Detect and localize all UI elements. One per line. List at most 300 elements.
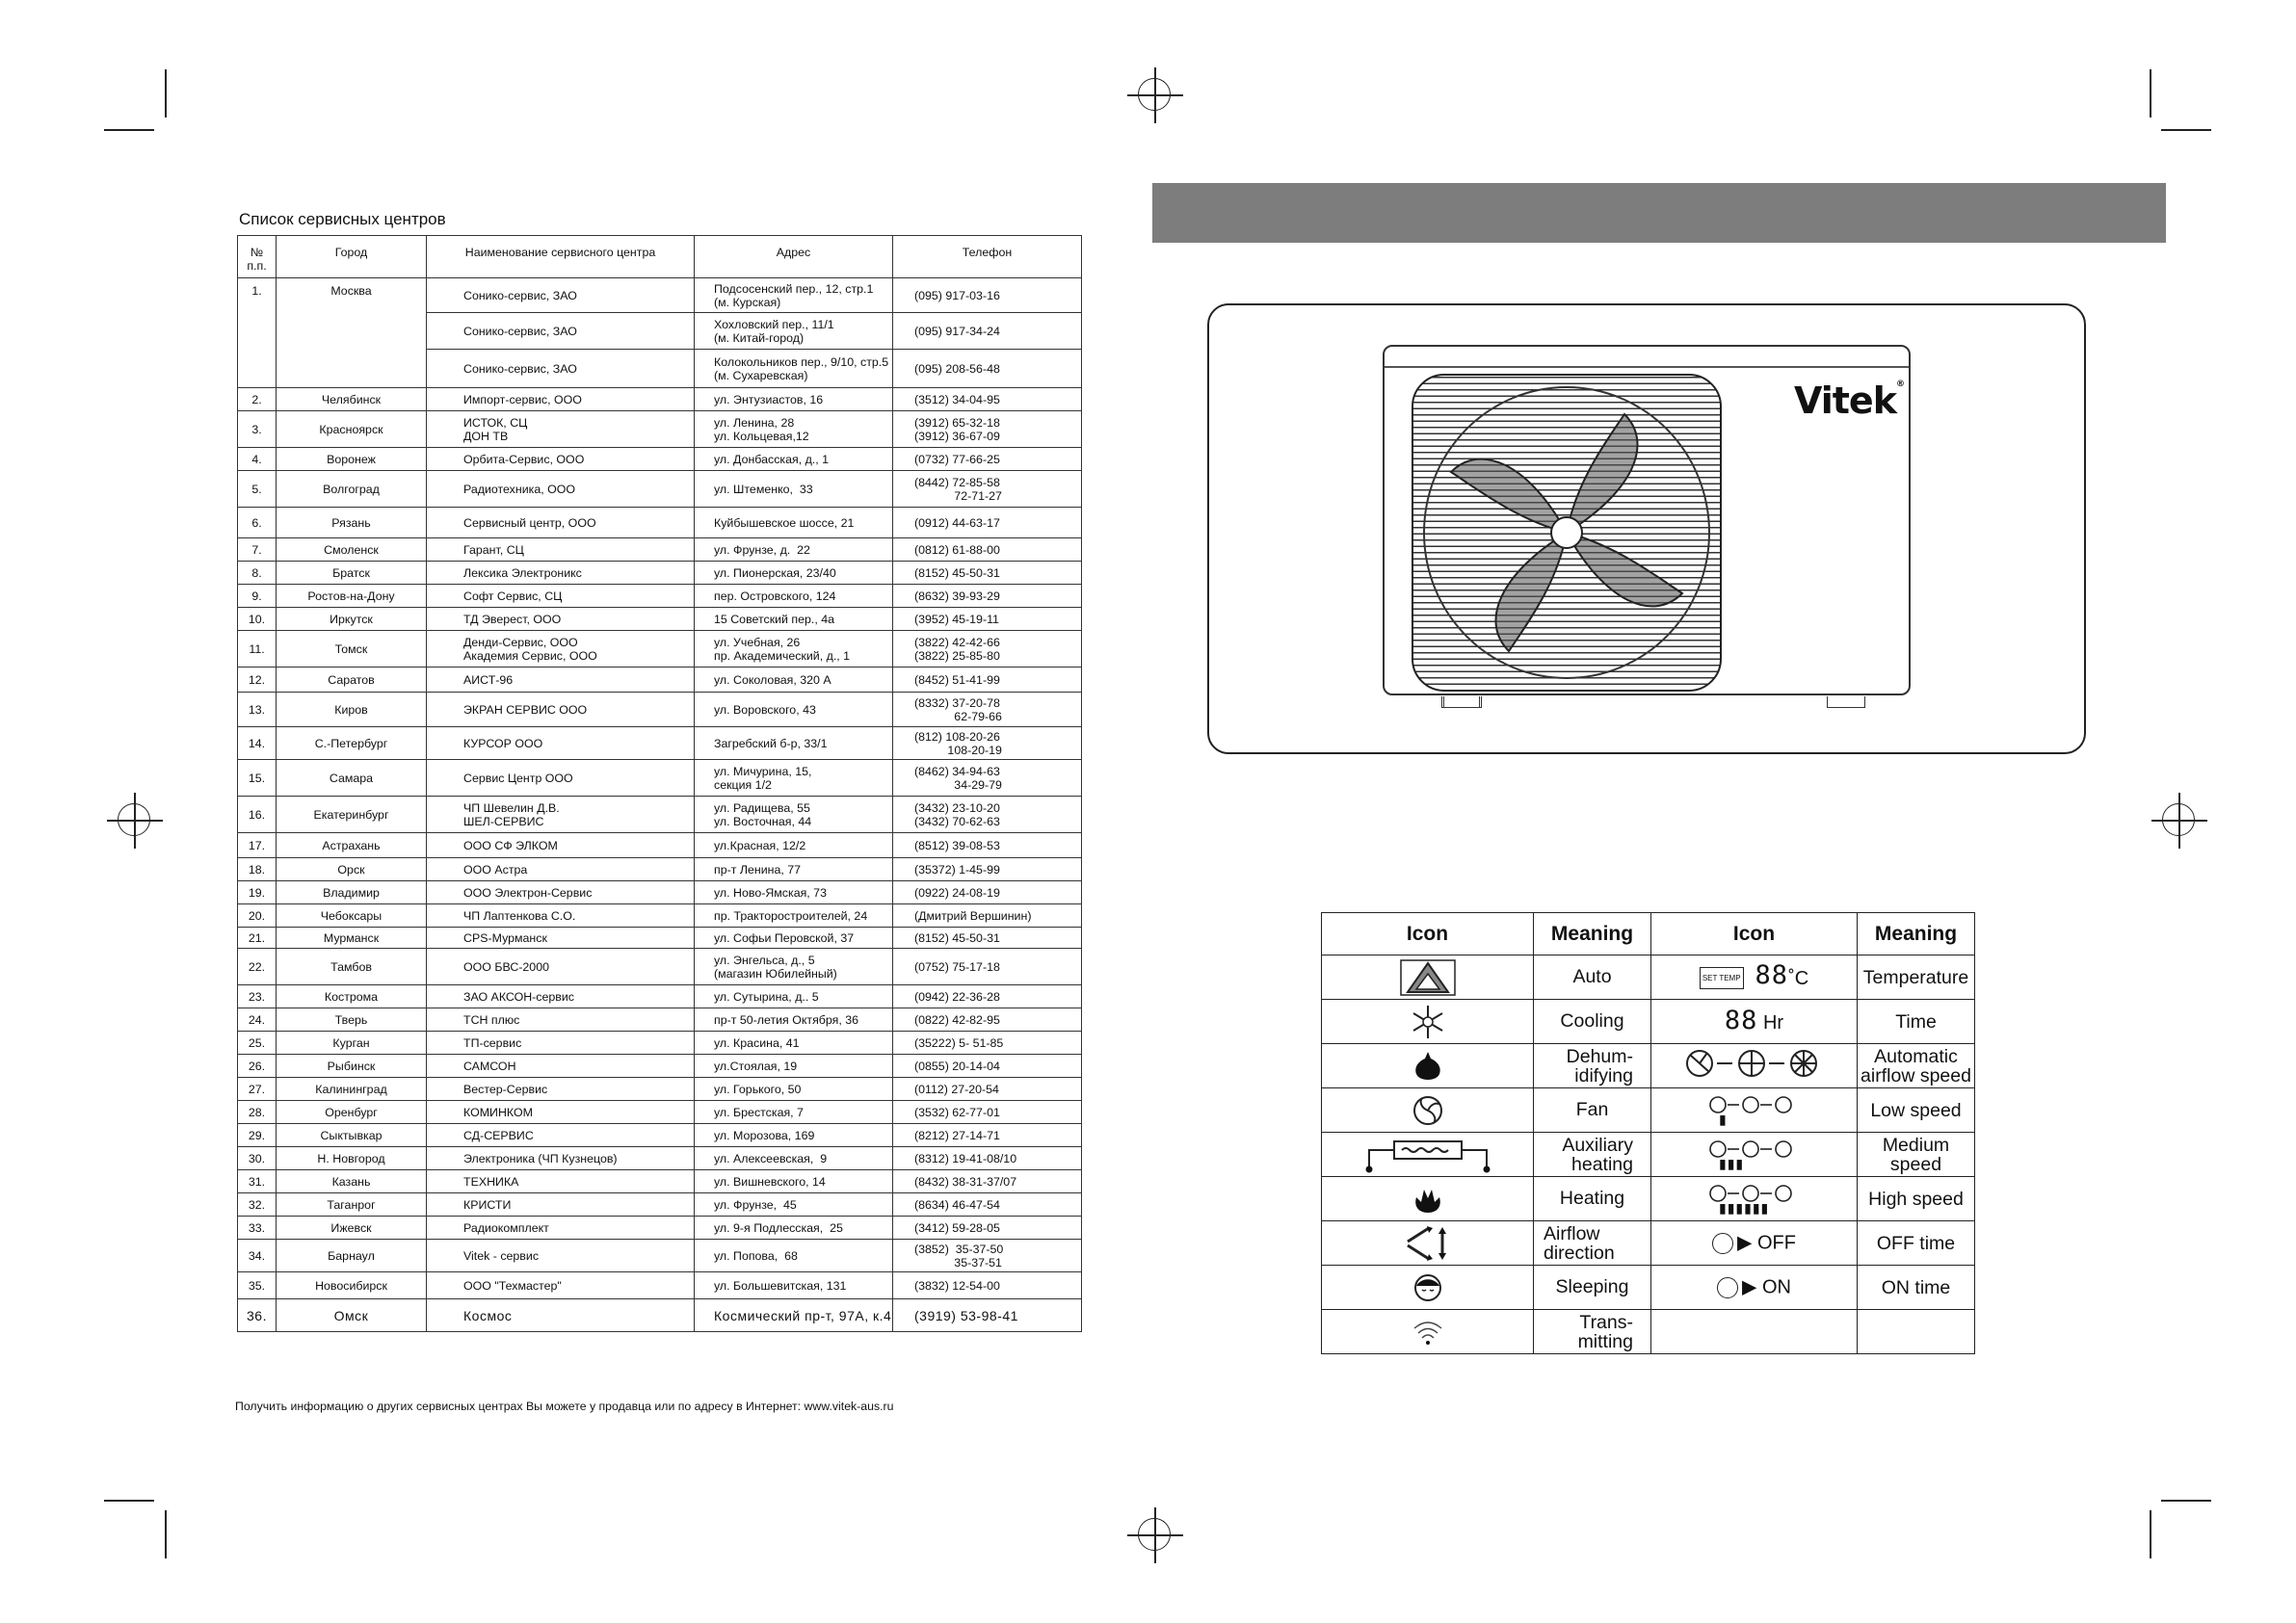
address-cell: Колокольников пер., 9/10, стр.5 (м. Сухаревская) (695, 350, 893, 388)
address-cell: пр-т 50-летия Октября, 36 (695, 1008, 893, 1032)
phone-cell: (8512) 39-08-53 (893, 833, 1082, 858)
center-name-cell: Сонико-сервис, ЗАО (427, 278, 695, 313)
on-timer-indicator (1651, 1266, 1858, 1310)
row-number: 17. (238, 833, 277, 858)
table-row (1322, 1088, 1975, 1133)
clock-icon (1717, 1277, 1738, 1298)
address-cell: ул. Энгельса, д., 5 (магазин Юбилейный) (695, 949, 893, 985)
center-name-cell: ООО БВС-2000 (427, 949, 695, 985)
crop-mark (165, 69, 167, 118)
header-meaning-1: Meaning (1534, 913, 1651, 955)
row-number: 3. (238, 411, 277, 448)
center-name-cell: ТП-сервис (427, 1032, 695, 1055)
high-speed-indicator (1651, 1177, 1858, 1221)
sleep-face-icon (1322, 1266, 1534, 1310)
table-row (238, 562, 1082, 585)
phone-cell: (3412) 59-28-05 (893, 1217, 1082, 1240)
speed-bars: ▮ (1719, 1111, 1728, 1127)
meaning-temperature: Temperature (1858, 955, 1975, 1000)
table-row (238, 1170, 1082, 1193)
city-cell: Орск (277, 858, 427, 881)
phone-cell: (0942) 22-36-28 (893, 985, 1082, 1008)
meaning-sleeping: Sleeping (1534, 1266, 1651, 1310)
center-name-cell: ЧП Лаптенкова С.О. (427, 904, 695, 928)
center-name-cell: КРИСТИ (427, 1193, 695, 1217)
phone-cell: (0812) 61-88-00 (893, 538, 1082, 562)
phone-cell: (095) 208-56-48 (893, 350, 1082, 388)
address-cell: ул. Ново-Ямская, 73 (695, 881, 893, 904)
meaning-heating: Heating (1534, 1177, 1651, 1221)
row-number: 34. (238, 1240, 277, 1272)
address-cell: ул. Ленина, 28 ул. Кольцевая,12 (695, 411, 893, 448)
center-name-cell: Электроника (ЧП Кузнецов) (427, 1147, 695, 1170)
meaning-low-speed: Low speed (1858, 1088, 1975, 1133)
table-row (238, 411, 1082, 448)
address-cell: ул. Донбасская, д., 1 (695, 448, 893, 471)
medium-speed-indicator (1651, 1133, 1858, 1177)
city-cell: Оренбург (277, 1101, 427, 1124)
city-cell: Волгоград (277, 471, 427, 508)
city-cell: Киров (277, 693, 427, 727)
auto-triangle-icon (1322, 955, 1534, 1000)
center-name-cell: ООО Астра (427, 858, 695, 881)
airflow-direction-icon (1322, 1221, 1534, 1266)
crop-mark (2161, 129, 2211, 131)
row-number: 25. (238, 1032, 277, 1055)
phone-cell: (8462) 34-94-63 34-29-79 (893, 760, 1082, 797)
address-cell: ул. Большевитская, 131 (695, 1272, 893, 1299)
table-row (238, 1147, 1082, 1170)
center-name-cell: Сонико-сервис, ЗАО (427, 350, 695, 388)
center-name-cell: ИСТОК, СЦ ДОН ТВ (427, 411, 695, 448)
fan-icon (1322, 1088, 1534, 1133)
center-name-cell: ЭКРАН СЕРВИС ООО (427, 693, 695, 727)
city-cell: Таганрог (277, 1193, 427, 1217)
center-name-cell: КУРСОР ООО (427, 727, 695, 760)
phone-cell: (0822) 42-82-95 (893, 1008, 1082, 1032)
address-cell: ул.Красная, 12/2 (695, 833, 893, 858)
table-row (238, 471, 1082, 508)
center-name-cell: Vitek - сервис (427, 1240, 695, 1272)
center-name-cell: ООО СФ ЭЛКОМ (427, 833, 695, 858)
phone-cell: (8632) 39-93-29 (893, 585, 1082, 608)
meaning-text: Dehum- idifying (1566, 1045, 1633, 1086)
table-row (1322, 1133, 1975, 1177)
city-cell: С.-Петербург (277, 727, 427, 760)
crop-mark (104, 129, 154, 131)
phone-cell: (812) 108-20-26 108-20-19 (893, 727, 1082, 760)
brand-name: Vitek (1794, 380, 1896, 422)
meaning-high-speed: High speed (1858, 1177, 1975, 1221)
phone-cell: (8152) 45-50-31 (893, 562, 1082, 585)
center-name-cell: ТД Эверест, ООО (427, 608, 695, 631)
table-row (238, 797, 1082, 833)
address-cell: ул. Соколовая, 320 А (695, 668, 893, 693)
meaning-text: Medium speed (1882, 1134, 1950, 1175)
row-number: 15. (238, 760, 277, 797)
row-number: 29. (238, 1124, 277, 1147)
row-number: 13. (238, 693, 277, 727)
address-cell: пер. Островского, 124 (695, 585, 893, 608)
table-row (238, 858, 1082, 881)
phone-cell: (3532) 62-77-01 (893, 1101, 1082, 1124)
table-row (238, 1217, 1082, 1240)
brand-logo (1794, 380, 1904, 422)
center-name-cell: ЗАО АКСОН-сервис (427, 985, 695, 1008)
address-cell: 15 Советский пер., 4а (695, 608, 893, 631)
row-number: 14. (238, 727, 277, 760)
address-cell: пр. Тракторостроителей, 24 (695, 904, 893, 928)
center-name-cell: CPS-Мурманск (427, 928, 695, 949)
address-cell: Подсосенский пер., 12, стр.1 (м. Курская) (695, 278, 893, 313)
table-row (238, 1055, 1082, 1078)
table-row (1322, 1177, 1975, 1221)
phone-cell: (0732) 77-66-25 (893, 448, 1082, 471)
address-cell: ул. Попова, 68 (695, 1240, 893, 1272)
center-name-cell: Лексика Электроникс (427, 562, 695, 585)
registration-mark-icon (118, 803, 150, 836)
center-name-cell: Орбита-Сервис, ООО (427, 448, 695, 471)
address-cell: ул. Фрунзе, 45 (695, 1193, 893, 1217)
city-cell: Братск (277, 562, 427, 585)
center-name-cell: Радиотехника, ООО (427, 471, 695, 508)
header-icon-1: Icon (1322, 913, 1534, 955)
row-number: 16. (238, 797, 277, 833)
table-row (238, 881, 1082, 904)
phone-cell: (35222) 5- 51-85 (893, 1032, 1082, 1055)
table-row (238, 668, 1082, 693)
header-number: № п.п. (238, 236, 277, 278)
icon-legend-table (1321, 912, 1975, 1354)
city-cell: Екатеринбург (277, 797, 427, 833)
phone-cell: (8432) 38-31-37/07 (893, 1170, 1082, 1193)
row-number: 10. (238, 608, 277, 631)
phone-cell: (0855) 20-14-04 (893, 1055, 1082, 1078)
segment-digits: 88 (1724, 1005, 1758, 1035)
row-number: 31. (238, 1170, 277, 1193)
center-name-cell: ООО "Техмастер" (427, 1272, 695, 1299)
crop-mark (2161, 1500, 2211, 1502)
city-cell: Н. Новгород (277, 1147, 427, 1170)
phone-cell: (0922) 24-08-19 (893, 881, 1082, 904)
row-number: 27. (238, 1078, 277, 1101)
table-row (238, 1240, 1082, 1272)
address-cell: ул. Красина, 41 (695, 1032, 893, 1055)
phone-cell: (8152) 45-50-31 (893, 928, 1082, 949)
phone-cell: (0112) 27-20-54 (893, 1078, 1082, 1101)
phone-cell: (3822) 42-42-66 (3822) 25-85-80 (893, 631, 1082, 668)
center-name-cell: ТЕХНИКА (427, 1170, 695, 1193)
row-number: 26. (238, 1055, 277, 1078)
row-number: 12. (238, 668, 277, 693)
city-cell: Сыктывкар (277, 1124, 427, 1147)
crop-mark (2150, 69, 2151, 118)
row-number: 22. (238, 949, 277, 985)
address-cell: ул. Штеменко, 33 (695, 471, 893, 508)
phone-cell: (0912) 44-63-17 (893, 508, 1082, 538)
city-cell: Казань (277, 1170, 427, 1193)
outdoor-unit-top-edge (1385, 366, 1909, 368)
meaning-airflow-direction (1534, 1221, 1651, 1266)
table-header-row (238, 236, 1082, 278)
phone-cell: (3912) 65-32-18 (3912) 36-67-09 (893, 411, 1082, 448)
meaning-time: Time (1858, 1000, 1975, 1044)
empty-icon-cell (1651, 1310, 1858, 1354)
center-name-cell: Сервисный центр, ООО (427, 508, 695, 538)
phone-cell: (8212) 27-14-71 (893, 1124, 1082, 1147)
meaning-automatic-airflow (1858, 1044, 1975, 1088)
city-cell: Челябинск (277, 388, 427, 411)
off-timer-indicator (1651, 1221, 1858, 1266)
table-row (238, 693, 1082, 727)
address-cell: ул. Алексеевская, 9 (695, 1147, 893, 1170)
footnote: Получить информацию о других сервисных центрах Вы можете у продавца или по адресу в Интернет: www.vitek-aus.ru (235, 1400, 894, 1413)
row-number: 28. (238, 1101, 277, 1124)
water-drop-icon (1322, 1044, 1534, 1088)
table-row (1322, 955, 1975, 1000)
table-row (238, 585, 1082, 608)
header-address: Адрес (695, 236, 893, 278)
phone-cell: (095) 917-03-16 (893, 278, 1082, 313)
phone-cell: (0752) 75-17-18 (893, 949, 1082, 985)
meaning-dehumidifying (1534, 1044, 1651, 1088)
table-row (238, 608, 1082, 631)
transmit-icon (1322, 1310, 1534, 1354)
table-row (1322, 1044, 1975, 1088)
table-row (238, 631, 1082, 668)
phone-cell: (8442) 72-85-58 72-71-27 (893, 471, 1082, 508)
header-center-name: Наименование сервисного центра (427, 236, 695, 278)
timer-label: ▶ ON (1742, 1275, 1791, 1297)
center-name-cell: ООО Электрон-Сервис (427, 881, 695, 904)
table-row (1322, 1310, 1975, 1354)
address-cell: ул. Брестская, 7 (695, 1101, 893, 1124)
city-cell: Тверь (277, 1008, 427, 1032)
row-number: 30. (238, 1147, 277, 1170)
address-cell: Загребский б-р, 33/1 (695, 727, 893, 760)
meaning-text: Airflow direction (1544, 1222, 1615, 1264)
registration-mark-icon (2162, 803, 2195, 836)
row-number: 7. (238, 538, 277, 562)
temperature-display (1651, 955, 1858, 1000)
crop-mark (104, 1500, 154, 1502)
row-number: 2. (238, 388, 277, 411)
row-number: 20. (238, 904, 277, 928)
hour-label: Hr (1762, 1011, 1784, 1034)
table-row (238, 1124, 1082, 1147)
city-cell: Воронеж (277, 448, 427, 471)
city-cell: Новосибирск (277, 1272, 427, 1299)
address-cell: ул. Фрунзе, д. 22 (695, 538, 893, 562)
fan-blades-icon (1412, 376, 1721, 690)
service-centers-table (237, 235, 1082, 1332)
address-cell: Космический пр-т, 97А, к.4 (695, 1299, 893, 1332)
low-speed-indicator (1651, 1088, 1858, 1133)
meaning-text: Automatic airflow speed (1861, 1045, 1971, 1086)
table-row (238, 508, 1082, 538)
city-cell: Владимир (277, 881, 427, 904)
city-cell: Барнаул (277, 1240, 427, 1272)
center-name-cell: САМСОН (427, 1055, 695, 1078)
meaning-transmitting (1534, 1310, 1651, 1354)
city-cell: Калининград (277, 1078, 427, 1101)
unit-foot-right (1827, 696, 1865, 708)
table-row (238, 388, 1082, 411)
center-name-cell: Вестер-Сервис (427, 1078, 695, 1101)
set-temp-tag: SET TEMP (1700, 967, 1744, 989)
service-list-title: Список сервисных центров (239, 210, 446, 228)
address-cell: ул. Горького, 50 (695, 1078, 893, 1101)
city-cell: Ижевск (277, 1217, 427, 1240)
row-number: 1. (238, 278, 277, 388)
row-number: 5. (238, 471, 277, 508)
address-cell: ул. Энтузиастов, 16 (695, 388, 893, 411)
header-phone: Телефон (893, 236, 1082, 278)
table-row (238, 985, 1082, 1008)
city-cell: Ростов-на-Дону (277, 585, 427, 608)
table-row (238, 928, 1082, 949)
header-meaning-2: Meaning (1858, 913, 1975, 955)
phone-cell: (Дмитрий Вершинин) (893, 904, 1082, 928)
center-name-cell: Сонико-сервис, ЗАО (427, 313, 695, 350)
row-number: 21. (238, 928, 277, 949)
city-cell: Иркутск (277, 608, 427, 631)
phone-cell: (095) 917-34-24 (893, 313, 1082, 350)
address-cell: ул. Воровского, 43 (695, 693, 893, 727)
clock-icon (1712, 1233, 1733, 1254)
city-cell: Москва (277, 278, 427, 388)
address-cell: ул. Вишневского, 14 (695, 1170, 893, 1193)
address-cell: Хохловский пер., 11/1 (м. Китай-город) (695, 313, 893, 350)
center-name-cell: КОМИНКОМ (427, 1101, 695, 1124)
table-row (1322, 1221, 1975, 1266)
table-row (238, 760, 1082, 797)
row-number: 35. (238, 1272, 277, 1299)
table-row (238, 278, 1082, 313)
phone-cell: (8634) 46-47-54 (893, 1193, 1082, 1217)
address-cell: ул. Учебная, 26 пр. Академический, д., 1 (695, 631, 893, 668)
center-name-cell: СД-СЕРВИС (427, 1124, 695, 1147)
phone-cell: (3432) 23-10-20 (3432) 70-62-63 (893, 797, 1082, 833)
center-name-cell: Сервис Центр ООО (427, 760, 695, 797)
row-number: 24. (238, 1008, 277, 1032)
table-row (238, 727, 1082, 760)
phone-cell: (3852) 35-37-50 35-37-51 (893, 1240, 1082, 1272)
phone-cell: (3832) 12-54-00 (893, 1272, 1082, 1299)
meaning-fan: Fan (1534, 1088, 1651, 1133)
city-cell: Рыбинск (277, 1055, 427, 1078)
city-cell: Рязань (277, 508, 427, 538)
address-cell: ул. Софьи Перовской, 37 (695, 928, 893, 949)
row-number: 11. (238, 631, 277, 668)
row-number: 9. (238, 585, 277, 608)
city-cell: Мурманск (277, 928, 427, 949)
city-cell: Тамбов (277, 949, 427, 985)
city-cell: Смоленск (277, 538, 427, 562)
row-number: 4. (238, 448, 277, 471)
meaning-off-time: OFF time (1858, 1221, 1975, 1266)
city-cell: Омск (277, 1299, 427, 1332)
city-cell: Самара (277, 760, 427, 797)
registration-mark-icon (1138, 78, 1171, 111)
empty-meaning-cell (1858, 1310, 1975, 1354)
address-cell: пр-т Ленина, 77 (695, 858, 893, 881)
table-row (238, 1032, 1082, 1055)
center-name-cell: Импорт-сервис, ООО (427, 388, 695, 411)
address-cell: ул. 9-я Подлесская, 25 (695, 1217, 893, 1240)
address-cell: Куйбышевское шоссе, 21 (695, 508, 893, 538)
row-number: 36. (238, 1299, 277, 1332)
row-number: 19. (238, 881, 277, 904)
registered-mark: ® (1895, 380, 1904, 389)
table-row (238, 904, 1082, 928)
phone-cell: (35372) 1-45-99 (893, 858, 1082, 881)
table-row (1322, 1266, 1975, 1310)
phone-cell: (8452) 51-41-99 (893, 668, 1082, 693)
meaning-auxiliary-heating (1534, 1133, 1651, 1177)
phone-cell: (8332) 37-20-78 62-79-66 (893, 693, 1082, 727)
phone-cell: (3952) 45-19-11 (893, 608, 1082, 631)
flame-icon (1322, 1177, 1534, 1221)
city-cell: Томск (277, 631, 427, 668)
table-row (238, 448, 1082, 471)
unit-foot-right (1441, 696, 1480, 708)
center-name-cell: ТСН плюс (427, 1008, 695, 1032)
header-icon-2: Icon (1651, 913, 1858, 955)
address-cell: ул. Радищева, 55 ул. Восточная, 44 (695, 797, 893, 833)
city-cell: Астрахань (277, 833, 427, 858)
phone-cell: (8312) 19-41-08/10 (893, 1147, 1082, 1170)
table-row (238, 538, 1082, 562)
center-name-cell: Космос (427, 1299, 695, 1332)
table-row (238, 1299, 1082, 1332)
fan-speed-auto-icon (1651, 1044, 1858, 1088)
icon-table-header (1322, 913, 1975, 955)
celsius-label: ˚C (1788, 968, 1809, 989)
segment-digits: 88 (1755, 960, 1789, 990)
timer-label: ▶ OFF (1737, 1231, 1796, 1253)
address-cell: ул.Стоялая, 19 (695, 1055, 893, 1078)
header-bar (1152, 183, 2166, 243)
table-row (238, 1193, 1082, 1217)
table-row (238, 1078, 1082, 1101)
meaning-on-time: ON time (1858, 1266, 1975, 1310)
crop-mark (165, 1510, 167, 1558)
row-number: 32. (238, 1193, 277, 1217)
speed-bars: ▮▮▮▮▮▮ (1719, 1199, 1770, 1216)
row-number: 23. (238, 985, 277, 1008)
center-name-cell: АИСТ-96 (427, 668, 695, 693)
row-number: 8. (238, 562, 277, 585)
table-row (1322, 1000, 1975, 1044)
crop-mark (2150, 1510, 2151, 1558)
address-cell: ул. Сутырина, д.. 5 (695, 985, 893, 1008)
city-cell: Кострома (277, 985, 427, 1008)
meaning-text: Trans- mitting (1577, 1311, 1633, 1352)
city-cell: Саратов (277, 668, 427, 693)
city-cell: Курган (277, 1032, 427, 1055)
row-number: 6. (238, 508, 277, 538)
registration-mark-icon (1138, 1518, 1171, 1551)
heater-element-icon (1322, 1133, 1534, 1177)
phone-cell: (3919) 53-98-41 (893, 1299, 1082, 1332)
city-cell: Красноярск (277, 411, 427, 448)
table-row (238, 833, 1082, 858)
meaning-medium-speed (1858, 1133, 1975, 1177)
center-name-cell: Денди-Сервис, ООО Академия Сервис, ООО (427, 631, 695, 668)
phone-cell: (3512) 34-04-95 (893, 388, 1082, 411)
snowflake-icon (1322, 1000, 1534, 1044)
